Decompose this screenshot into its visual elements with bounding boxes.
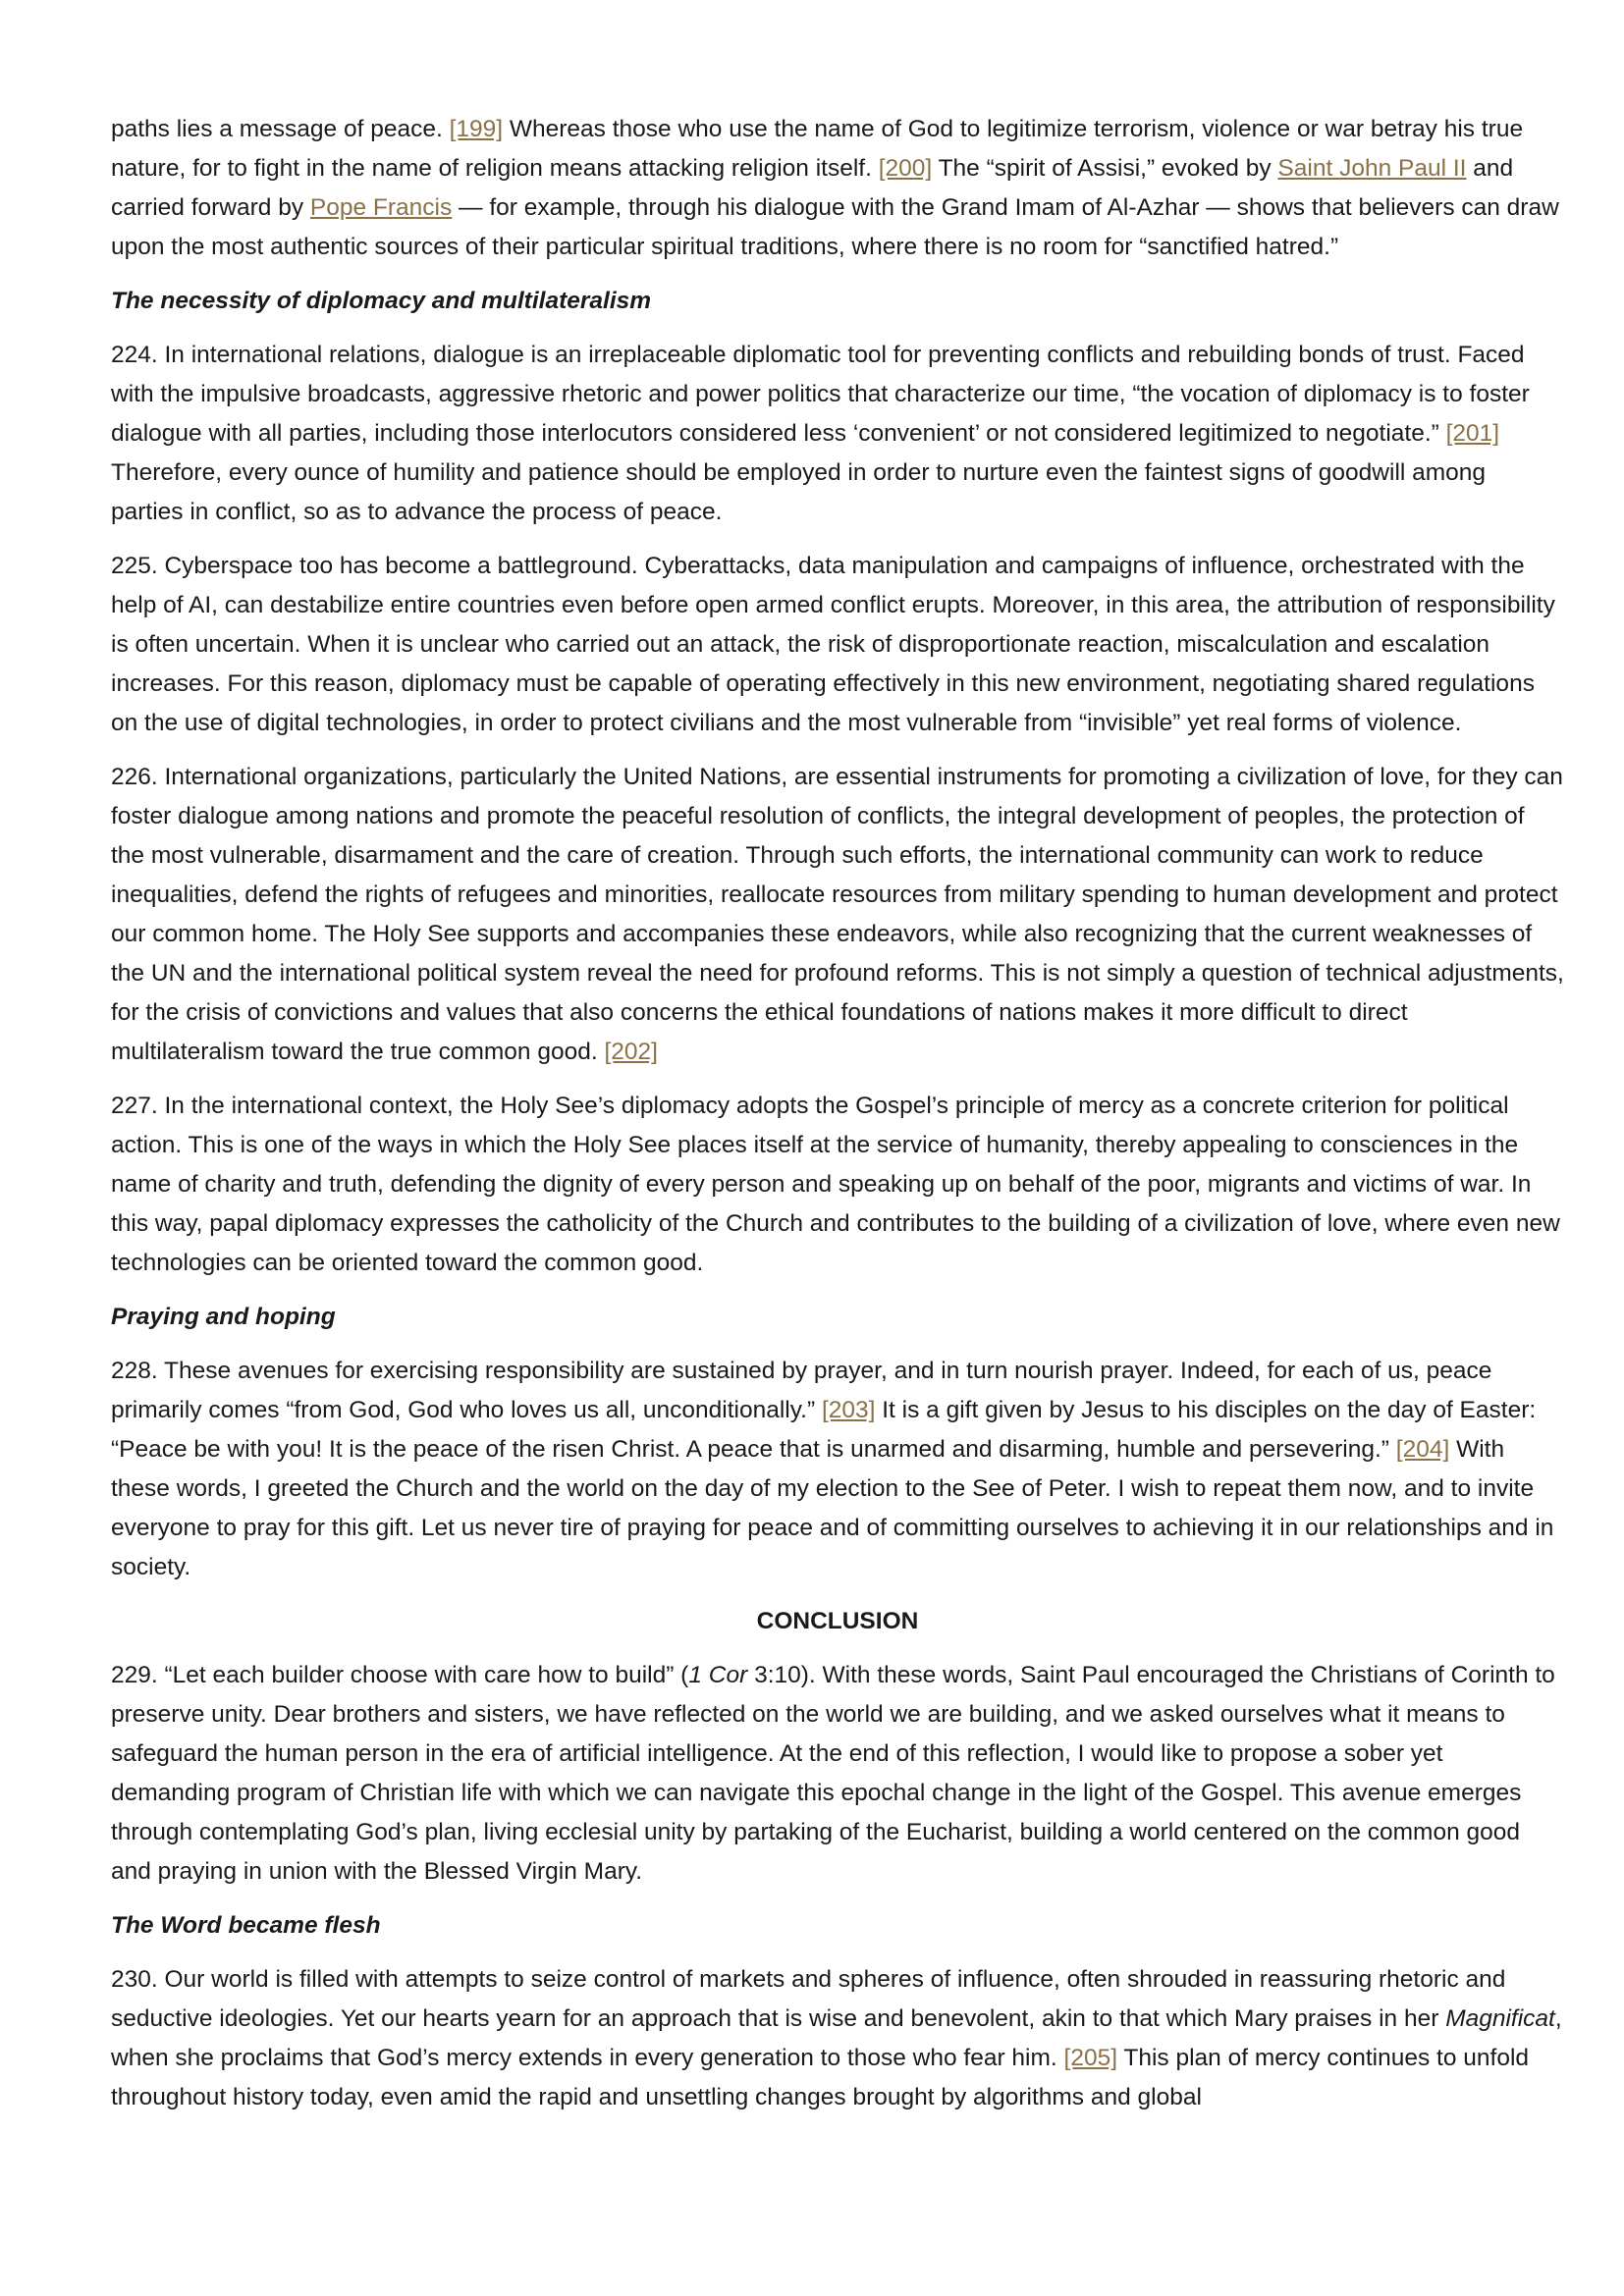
section-heading-diplomacy: The necessity of diplomacy and multilateralism: [111, 288, 652, 314]
footnote-link-200[interactable]: [200]: [878, 155, 933, 182]
text: — for example, through his dialogue with the Grand Imam of Al-Azhar — shows that believers can draw upon the most authentic sources of their particular spiritual traditions, where there is no room for “sanctified hatred.”: [111, 194, 1559, 260]
text: 226. International organizations, particularly the United Nations, are essential instruments for promoting a civilization of love, for they can foster dialogue among nations and promote the peaceful resolution of conflicts, the integral development of peoples, the protection of the most vulnerable, disarmament and the care of creation. Through such efforts, the international community can work to reduce inequalities, defend the rights of refugees and minorities, reallocate resources from military spending to human development and protect our common home. The Holy See supports and accompanies these endeavors, while also recognizing that the current weaknesses of the UN and the international political system reveal the need for profound reforms. This is not simply a question of technical adjustments, for the crisis of convictions and values that also concerns the ethical foundations of nations makes it more difficult to direct multilateralism toward the true common good.: [111, 764, 1564, 1065]
text: and carried forward by: [111, 155, 1514, 221]
paragraph-224: [111, 336, 1564, 532]
paragraph-227: 227. In the international context, the Holy See’s diplomacy adopts the Gospel’s principle of mercy as a concrete criterion for political action. This is one of the ways in which the Holy See places itself at the service of humanity, thereby appealing to consciences in the name of charity and truth, defending the dignity of every person and speaking up on behalf of the poor, migrants and victims of war. In this way, papal diplomacy expresses the catholicity of the Church and contributes to the building of a civilization of love, where even new technologies can be oriented toward the common good.: [111, 1093, 1560, 1276]
conclusion-heading: CONCLUSION: [756, 1608, 919, 1634]
text: , when she proclaims that God’s mercy extends in every generation to those who fear him.: [111, 2005, 1562, 2071]
text: 224. In international relations, dialogue is an irreplaceable diplomatic tool for preventing conflicts and rebuilding bonds of trust. Faced with the impulsive broadcasts, aggressive rhetoric and power politics that characterize our time, “the vocation of diplomacy is to foster dialogue with all parties, including those interlocutors considered less ‘convenient’ or not considered legitimized to negotiate.”: [111, 342, 1530, 447]
paragraph-226: [111, 758, 1564, 1072]
paragraph-intro: [111, 110, 1564, 267]
magnificat-title: Magnificat: [1445, 2005, 1555, 2032]
link-pope-francis[interactable]: Pope Francis: [309, 194, 453, 221]
text: This plan of mercy continues to unfold throughout history today, even amid the rapid and unsettling changes brought by algorithms and global: [111, 2045, 1530, 2110]
paragraph-225: 225. Cyberspace too has become a battleground. Cyberattacks, data manipulation and campaigns of influence, orchestrated with the help of AI, can destabilize entire countries even before open armed conflict erupts. Moreover, in this area, the attribution of responsibility is often uncertain. When it is unclear who carried out an attack, the risk of disproportionate reaction, miscalculation and escalation increases. For this reason, diplomacy must be capable of operating effectively in this new environment, negotiating shared regulations on the use of digital technologies, in order to protect civilians and the most vulnerable from “invisible” yet real forms of violence.: [111, 553, 1555, 736]
section-heading-word-became-flesh: The Word became flesh: [111, 1912, 381, 1939]
footnote-link-199[interactable]: [199]: [449, 116, 504, 142]
link-saint-john-paul-ii[interactable]: Saint John Paul II: [1277, 155, 1467, 182]
paragraph-229: [111, 1656, 1564, 1892]
text: 229. “Let each builder choose with care how to build” (: [111, 1662, 689, 1688]
text: 228. These avenues for exercising responsibility are sustained by prayer, and in turn nourish prayer. Indeed, for each of us, peace primarily comes “from God, God who loves us all, unconditionally.”: [111, 1358, 1492, 1423]
text: The “spirit of Assisi,” evoked by: [932, 155, 1278, 182]
section-heading-praying: Praying and hoping: [111, 1304, 336, 1330]
document-page: [111, 110, 1564, 2132]
footnote-link-204[interactable]: [204]: [1395, 1436, 1450, 1463]
footnote-link-205[interactable]: [205]: [1063, 2045, 1118, 2071]
footnote-link-203[interactable]: [203]: [821, 1397, 876, 1423]
text: paths lies a message of peace.: [111, 116, 450, 142]
text: Therefore, every ounce of humility and patience should be employed in order to nurture even the faintest signs of goodwill among parties in conflict, so as to advance the process of peace.: [111, 459, 1487, 525]
paragraph-230: [111, 1960, 1564, 2117]
text: 3:10). With these words, Saint Paul encouraged the Christians of Corinth to preserve unity. Dear brothers and sisters, we have reflected on the world we are building, and we asked ourselves what it means to safeguard the human person in the era of artificial intelligence. At the end of this reflection, I would like to propose a sober yet demanding program of Christian life with which we can navigate this epochal change in the light of the Gospel. This avenue emerges through contemplating God’s plan, living ecclesial unity by partaking of the Eucharist, building a world centered on the common good and praying in union with the Blessed Virgin Mary.: [111, 1662, 1555, 1885]
text: 230. Our world is filled with attempts to seize control of markets and spheres of influence, often shrouded in reassuring rhetoric and seductive ideologies. Yet our hearts yearn for an approach that is wise and benevolent, akin to that which Mary praises in her: [111, 1966, 1506, 2032]
footnote-link-201[interactable]: [201]: [1445, 420, 1500, 447]
scripture-reference: 1 Cor: [688, 1662, 748, 1688]
footnote-link-202[interactable]: [202]: [604, 1039, 658, 1065]
text: Whereas those who use the name of God to legitimize terrorism, violence or war betray his true nature, for to fight in the name of religion means attacking religion itself.: [111, 116, 1524, 182]
text: With these words, I greeted the Church and the world on the day of my election to the See of Peter. I wish to repeat them now, and to invite everyone to pray for this gift. Let us never tire of praying for peace and of committing ourselves to achieving it in our relationships and in society.: [111, 1436, 1554, 1580]
text: It is a gift given by Jesus to his disciples on the day of Easter: “Peace be with you! It is the peace of the risen Christ. A peace that is unarmed and disarming, humble and persevering.”: [111, 1397, 1537, 1463]
paragraph-228: [111, 1352, 1564, 1587]
